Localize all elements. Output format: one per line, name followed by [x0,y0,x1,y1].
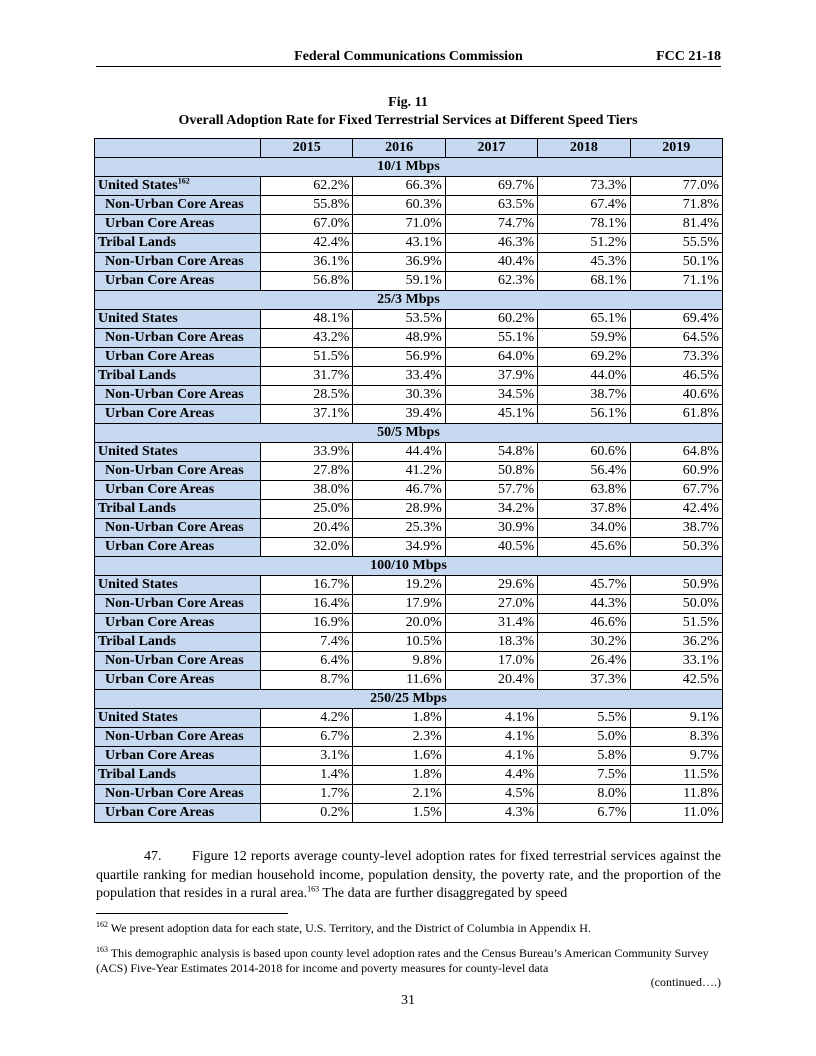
row-label: Tribal Lands [98,634,176,649]
value-cell: 45.1% [445,405,537,424]
table-row [95,500,723,519]
value-cell: 31.4% [445,614,537,633]
value-cell: 50.9% [630,576,722,595]
value-cell: 43.2% [261,329,353,348]
value-cell: 36.2% [630,633,722,652]
value-cell: 1.7% [261,785,353,804]
value-cell: 36.1% [261,253,353,272]
value-cell: 59.1% [353,272,445,291]
speed-tier-row [95,424,723,443]
value-cell: 8.3% [630,728,722,747]
value-cell: 33.1% [630,652,722,671]
value-cell: 11.6% [353,671,445,690]
value-cell: 73.3% [630,348,722,367]
row-label-cell [95,386,261,405]
value-cell: 27.0% [445,595,537,614]
table-row [95,234,723,253]
row-label-cell [95,538,261,557]
value-cell: 25.0% [261,500,353,519]
table-row [95,367,723,386]
value-cell: 37.3% [538,671,630,690]
row-label: Tribal Lands [98,368,176,383]
value-cell: 56.4% [538,462,630,481]
row-label-cell [95,234,261,253]
body-paragraph [96,848,721,904]
value-cell: 5.8% [538,747,630,766]
value-cell: 5.5% [538,709,630,728]
footnote-ref-162: 162 [177,176,190,186]
value-cell: 11.8% [630,785,722,804]
row-label-cell [95,443,261,462]
value-cell: 4.5% [445,785,537,804]
row-label: Non-Urban Core Areas [105,197,244,212]
header-agency: Federal Communications Commission [294,49,523,64]
table-row [95,196,723,215]
value-cell: 27.8% [261,462,353,481]
row-label: United States [98,577,178,592]
value-cell: 36.9% [353,253,445,272]
row-label-cell [95,348,261,367]
value-cell: 51.5% [630,614,722,633]
row-label-cell [95,405,261,424]
value-cell: 60.6% [538,443,630,462]
value-cell: 9.7% [630,747,722,766]
value-cell: 51.2% [538,234,630,253]
row-label: Non-Urban Core Areas [105,330,244,345]
row-label: United States [98,444,178,459]
row-label: Urban Core Areas [105,406,215,421]
header-doc-number: FCC 21-18 [656,49,721,64]
value-cell: 20.4% [261,519,353,538]
row-label: Urban Core Areas [105,615,215,630]
value-cell: 45.3% [538,253,630,272]
table-row [95,576,723,595]
row-label: Urban Core Areas [105,482,215,497]
row-label-cell [95,215,261,234]
value-cell: 77.0% [630,177,722,196]
value-cell: 50.3% [630,538,722,557]
row-label-cell [95,804,261,823]
value-cell: 5.0% [538,728,630,747]
value-cell: 31.7% [261,367,353,386]
row-label: Non-Urban Core Areas [105,786,244,801]
value-cell: 56.1% [538,405,630,424]
year-header: 2019 [630,139,722,158]
value-cell: 44.4% [353,443,445,462]
value-cell: 63.8% [538,481,630,500]
value-cell: 55.1% [445,329,537,348]
footnote-number: 163 [96,945,108,954]
value-cell: 55.8% [261,196,353,215]
value-cell: 67.7% [630,481,722,500]
speed-tier-label: 50/5 Mbps [95,424,723,443]
value-cell: 69.4% [630,310,722,329]
value-cell: 81.4% [630,215,722,234]
page-header [96,48,721,67]
row-label: Non-Urban Core Areas [105,387,244,402]
value-cell: 6.7% [538,804,630,823]
value-cell: 60.3% [353,196,445,215]
value-cell: 73.3% [538,177,630,196]
row-label: Non-Urban Core Areas [105,596,244,611]
table-row [95,177,723,196]
row-label: Non-Urban Core Areas [105,254,244,269]
value-cell: 30.9% [445,519,537,538]
value-cell: 33.4% [353,367,445,386]
value-cell: 69.7% [445,177,537,196]
value-cell: 32.0% [261,538,353,557]
value-cell: 40.4% [445,253,537,272]
value-cell: 68.1% [538,272,630,291]
value-cell: 40.5% [445,538,537,557]
value-cell: 71.1% [630,272,722,291]
value-cell: 50.8% [445,462,537,481]
value-cell: 8.7% [261,671,353,690]
value-cell: 28.5% [261,386,353,405]
year-header: 2016 [353,139,445,158]
table-row [95,386,723,405]
value-cell: 30.3% [353,386,445,405]
row-label: Non-Urban Core Areas [105,729,244,744]
value-cell: 37.8% [538,500,630,519]
value-cell: 59.9% [538,329,630,348]
header-blank-cell [95,139,261,158]
value-cell: 45.7% [538,576,630,595]
value-cell: 54.8% [445,443,537,462]
value-cell: 44.3% [538,595,630,614]
table-row [95,766,723,785]
value-cell: 50.1% [630,253,722,272]
year-header: 2018 [538,139,630,158]
table-row [95,481,723,500]
value-cell: 56.8% [261,272,353,291]
table-row [95,595,723,614]
row-label-cell [95,652,261,671]
table-row [95,785,723,804]
value-cell: 2.1% [353,785,445,804]
value-cell: 51.5% [261,348,353,367]
value-cell: 69.2% [538,348,630,367]
value-cell: 34.9% [353,538,445,557]
row-label-cell [95,747,261,766]
value-cell: 16.7% [261,576,353,595]
table-row [95,538,723,557]
footnote-number: 162 [96,920,108,929]
value-cell: 44.0% [538,367,630,386]
row-label-cell [95,709,261,728]
table-row [95,804,723,823]
row-label-cell [95,196,261,215]
value-cell: 6.7% [261,728,353,747]
value-cell: 4.1% [445,747,537,766]
value-cell: 57.7% [445,481,537,500]
value-cell: 4.3% [445,804,537,823]
value-cell: 11.5% [630,766,722,785]
row-label-cell [95,614,261,633]
footnote-text: This demographic analysis is based upon county level adoption rates and the Census Bureau’s American Community Survey (ACS) Five-Year Estimates 2014-2018 for income and poverty measures for county-level data [96,946,709,975]
value-cell: 4.2% [261,709,353,728]
table-row [95,671,723,690]
value-cell: 56.9% [353,348,445,367]
value-cell: 1.8% [353,766,445,785]
table-row [95,614,723,633]
table-row [95,272,723,291]
value-cell: 17.9% [353,595,445,614]
value-cell: 53.5% [353,310,445,329]
value-cell: 42.4% [261,234,353,253]
speed-tier-row [95,158,723,177]
value-cell: 20.0% [353,614,445,633]
footnote-continued: (continued….) [650,975,721,989]
footnote-162 [96,921,721,936]
speed-tier-label: 10/1 Mbps [95,158,723,177]
value-cell: 7.5% [538,766,630,785]
value-cell: 39.4% [353,405,445,424]
footnote-ref-163: 163 [307,884,320,894]
value-cell: 4.4% [445,766,537,785]
row-label-cell [95,310,261,329]
page-number: 31 [401,993,415,1008]
value-cell: 48.1% [261,310,353,329]
value-cell: 37.9% [445,367,537,386]
row-label-cell [95,462,261,481]
value-cell: 46.5% [630,367,722,386]
speed-tier-row [95,557,723,576]
value-cell: 48.9% [353,329,445,348]
row-label-cell [95,633,261,652]
value-cell: 30.2% [538,633,630,652]
value-cell: 60.9% [630,462,722,481]
footnote-divider [96,913,288,914]
table-row [95,348,723,367]
speed-tier-row [95,291,723,310]
value-cell: 34.0% [538,519,630,538]
table-row [95,728,723,747]
value-cell: 40.6% [630,386,722,405]
value-cell: 2.3% [353,728,445,747]
speed-tier-label: 250/25 Mbps [95,690,723,709]
value-cell: 0.2% [261,804,353,823]
row-label: United States [98,710,178,725]
table-row [95,253,723,272]
row-label: Urban Core Areas [105,805,215,820]
value-cell: 78.1% [538,215,630,234]
table-row [95,215,723,234]
value-cell: 41.2% [353,462,445,481]
value-cell: 55.5% [630,234,722,253]
row-label-cell [95,766,261,785]
value-cell: 64.8% [630,443,722,462]
value-cell: 43.1% [353,234,445,253]
table-row [95,329,723,348]
value-cell: 7.4% [261,633,353,652]
value-cell: 67.4% [538,196,630,215]
row-label: Non-Urban Core Areas [105,653,244,668]
row-label-cell [95,595,261,614]
year-header: 2015 [261,139,353,158]
value-cell: 42.5% [630,671,722,690]
table-row [95,462,723,481]
row-label: Urban Core Areas [105,216,215,231]
row-label-cell [95,367,261,386]
value-cell: 28.9% [353,500,445,519]
value-cell: 11.0% [630,804,722,823]
row-label: Tribal Lands [98,235,176,250]
year-header: 2017 [445,139,537,158]
value-cell: 74.7% [445,215,537,234]
value-cell: 71.0% [353,215,445,234]
footnote-163 [96,946,721,990]
value-cell: 19.2% [353,576,445,595]
value-cell: 18.3% [445,633,537,652]
year-header-row [95,139,723,158]
value-cell: 46.3% [445,234,537,253]
value-cell: 1.4% [261,766,353,785]
row-label: Urban Core Areas [105,273,215,288]
table-row [95,633,723,652]
table-row [95,652,723,671]
row-label: United States [98,178,178,193]
value-cell: 16.4% [261,595,353,614]
table-row [95,310,723,329]
value-cell: 20.4% [445,671,537,690]
value-cell: 64.0% [445,348,537,367]
row-label-cell [95,177,261,196]
row-label-cell [95,253,261,272]
row-label: Urban Core Areas [105,748,215,763]
value-cell: 38.0% [261,481,353,500]
value-cell: 34.5% [445,386,537,405]
paragraph-text-b: The data are further disaggregated by speed [319,886,568,901]
table-row [95,519,723,538]
value-cell: 61.8% [630,405,722,424]
value-cell: 17.0% [445,652,537,671]
row-label: United States [98,311,178,326]
row-label-cell [95,481,261,500]
value-cell: 65.1% [538,310,630,329]
speed-tier-row [95,690,723,709]
value-cell: 33.9% [261,443,353,462]
table-row [95,709,723,728]
speed-tier-label: 100/10 Mbps [95,557,723,576]
value-cell: 3.1% [261,747,353,766]
value-cell: 9.8% [353,652,445,671]
paragraph-text-a: Figure 12 reports average county-level adoption rates for fixed terrestrial services against the quartile ranking for median household income, population density, the poverty rate, and the proportion of the population that resides in a rural area. [96,849,721,901]
row-label: Tribal Lands [98,501,176,516]
value-cell: 60.2% [445,310,537,329]
row-label-cell [95,500,261,519]
table-row [95,747,723,766]
table-row [95,443,723,462]
row-label: Tribal Lands [98,767,176,782]
value-cell: 50.0% [630,595,722,614]
table-row [95,405,723,424]
value-cell: 1.6% [353,747,445,766]
value-cell: 63.5% [445,196,537,215]
value-cell: 26.4% [538,652,630,671]
value-cell: 62.3% [445,272,537,291]
row-label: Non-Urban Core Areas [105,520,244,535]
value-cell: 67.0% [261,215,353,234]
value-cell: 10.5% [353,633,445,652]
value-cell: 64.5% [630,329,722,348]
row-label-cell [95,785,261,804]
value-cell: 1.5% [353,804,445,823]
row-label-cell [95,671,261,690]
value-cell: 25.3% [353,519,445,538]
value-cell: 46.6% [538,614,630,633]
value-cell: 71.8% [630,196,722,215]
row-label-cell [95,272,261,291]
value-cell: 42.4% [630,500,722,519]
row-label-cell [95,519,261,538]
row-label: Non-Urban Core Areas [105,463,244,478]
value-cell: 38.7% [538,386,630,405]
row-label: Urban Core Areas [105,672,215,687]
adoption-rate-table [94,138,723,823]
value-cell: 29.6% [445,576,537,595]
value-cell: 6.4% [261,652,353,671]
value-cell: 66.3% [353,177,445,196]
value-cell: 1.8% [353,709,445,728]
row-label: Urban Core Areas [105,539,215,554]
paragraph-number: 47. [144,849,162,864]
value-cell: 34.2% [445,500,537,519]
value-cell: 37.1% [261,405,353,424]
row-label-cell [95,576,261,595]
value-cell: 62.2% [261,177,353,196]
row-label-cell [95,329,261,348]
value-cell: 45.6% [538,538,630,557]
value-cell: 8.0% [538,785,630,804]
value-cell: 4.1% [445,728,537,747]
figure-number: Fig. 11 [388,95,428,110]
value-cell: 4.1% [445,709,537,728]
row-label-cell [95,728,261,747]
row-label: Urban Core Areas [105,349,215,364]
figure-title: Overall Adoption Rate for Fixed Terrestrial Services at Different Speed Tiers [178,113,638,128]
value-cell: 38.7% [630,519,722,538]
value-cell: 16.9% [261,614,353,633]
value-cell: 9.1% [630,709,722,728]
speed-tier-label: 25/3 Mbps [95,291,723,310]
value-cell: 46.7% [353,481,445,500]
footnote-text: We present adoption data for each state, U.S. Territory, and the District of Columbia in Appendix H. [108,921,591,935]
